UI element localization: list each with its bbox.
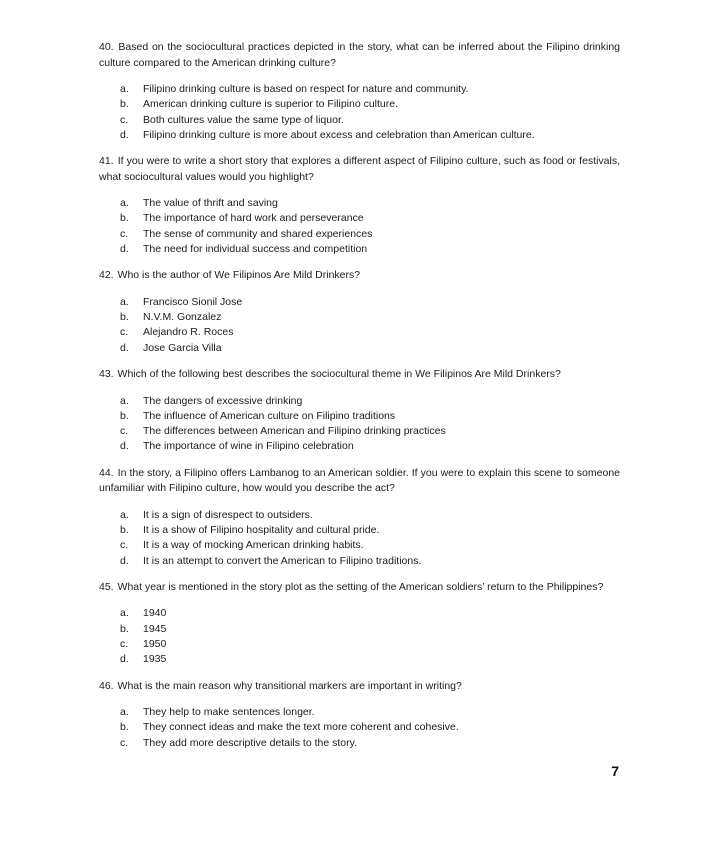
options-list [99,394,620,455]
option-letter: a. [120,706,129,719]
option-letter: b. [120,98,129,111]
answer-option [99,554,620,569]
question-body: Which of the following best describes the sociocultural theme in We Filipinos Are Mild Drinkers? [117,368,561,381]
option-letter: a. [120,83,129,95]
question-number: 41. [99,155,114,168]
option-letter: b. [120,212,129,225]
options-list [99,606,620,667]
answer-option [99,310,620,325]
option-text: 1935 [143,653,167,666]
option-text: The importance of wine in Filipino celebration [143,440,354,453]
option-letter: b. [120,622,129,635]
option-text: Filipino drinking culture is more about excess and celebration than American culture. [143,128,535,141]
options-list [99,82,620,143]
option-letter: c. [120,227,129,240]
option-letter: c. [120,638,129,651]
option-text: The dangers of excessive drinking [143,394,303,407]
option-letter: b. [120,721,129,734]
option-text: They help to make sentences longer. [143,706,315,719]
question-body: In the story, a Filipino offers Lambanog to an American soldier. If you were to explain this scene to someone unfamiliar with Filipino culture, how would you describe the act? [99,466,621,495]
answer-option [99,325,620,340]
option-text: It is a way of mocking American drinking habits. [143,539,364,552]
answer-option [99,606,620,621]
answer-option [99,720,620,735]
question-body: What is the main reason why transitional markers are important in writing? [117,679,462,692]
question-body: If you were to write a short story that explores a different aspect of Filipino culture, such as food or festivals, what sociocultural values would you highlight? [99,155,620,183]
page-number: 7 [611,763,619,779]
answer-option [99,736,620,751]
question-body: What year is mentioned in the story plot as the setting of the American soldiers’ return to the Philippines? [117,580,604,593]
answer-option [99,523,620,538]
option-text: It is a show of Filipino hospitality and cultural pride. [143,524,380,537]
question-number: 42. [99,269,114,282]
options-list [99,295,620,356]
option-text: The value of thrift and saving [143,197,278,210]
answer-option [99,295,620,310]
question-text [99,466,620,497]
question-block-44 [99,466,620,569]
answer-option [99,196,620,211]
question-body: Who is the author of We Filipinos Are Mild Drinkers? [117,269,361,282]
option-text: N.V.M. Gonzalez [143,311,222,324]
option-text: 1940 [143,607,167,620]
answer-option [99,705,620,720]
option-letter: d. [120,440,129,453]
answer-option [99,341,620,356]
option-letter: c. [120,736,129,749]
option-text: Jose Garcia Villa [143,341,222,354]
question-block-40 [99,40,620,143]
option-letter: b. [120,311,129,324]
option-letter: d. [120,554,129,567]
option-text: The need for individual success and competition [143,243,368,256]
option-text: The influence of American culture on Filipino traditions [143,409,396,422]
options-list [99,508,620,569]
answer-option [99,242,620,257]
options-list [99,705,620,751]
option-text: Both cultures value the same type of liquor. [143,113,344,126]
option-text: It is an attempt to convert the American to Filipino traditions. [143,554,422,567]
option-letter: c. [120,326,129,339]
options-list [99,196,620,257]
answer-option [99,394,620,409]
option-letter: c. [120,425,129,438]
answer-option [99,128,620,143]
question-block-45 [99,580,620,668]
answer-option [99,97,620,112]
option-text: They add more descriptive details to the story. [143,736,357,749]
option-text: Francisco Sionil Jose [143,295,243,308]
option-letter: b. [120,409,129,422]
question-text [99,367,620,383]
question-number: 46. [99,679,114,692]
option-letter: a. [120,607,129,620]
option-text: They connect ideas and make the text more coherent and cohesive. [143,721,459,734]
option-letter: b. [120,524,129,537]
answer-option [99,508,620,523]
answer-option [99,652,620,667]
option-letter: c. [120,113,129,126]
question-number: 44. [99,466,114,479]
option-text: 1945 [143,622,167,635]
answer-option [99,439,620,454]
option-text: Filipino drinking culture is based on respect for nature and community. [143,83,469,95]
option-letter: d. [120,128,129,141]
option-text: American drinking culture is superior to Filipino culture. [143,98,399,111]
answer-option [99,211,620,226]
answer-option [99,637,620,652]
option-letter: d. [120,341,129,354]
question-text [99,154,620,185]
question-block-41 [99,154,620,257]
question-number: 43. [99,368,114,381]
answer-option [99,113,620,128]
question-block-43 [99,367,620,455]
question-body: Based on the sociocultural practices depicted in the story, what can be inferred about the Filipino drinking culture compared to the American drinking culture? [99,41,620,69]
option-letter: d. [120,653,129,666]
option-text: The differences between American and Filipino drinking practices [143,425,446,438]
question-block-46 [99,679,620,751]
option-letter: c. [120,539,129,552]
question-number: 40. [99,41,114,53]
option-letter: a. [120,197,129,210]
answer-option [99,409,620,424]
question-block-42 [99,268,620,356]
option-text: The sense of community and shared experiences [143,227,373,240]
option-text: It is a sign of disrespect to outsiders. [143,508,313,521]
question-text [99,268,620,284]
question-number: 45. [99,580,114,593]
question-text [99,580,620,596]
option-letter: a. [120,508,129,521]
answer-option [99,538,620,553]
option-text: Alejandro R. Roces [143,326,234,339]
answer-option [99,424,620,439]
option-text: 1950 [143,638,167,651]
question-text [99,679,620,695]
option-text: The importance of hard work and perseverance [143,212,364,225]
question-text [99,40,620,71]
option-letter: a. [120,295,129,308]
answer-option [99,622,620,637]
answer-option [99,82,620,97]
option-letter: a. [120,394,129,407]
option-letter: d. [120,243,129,256]
answer-option [99,227,620,242]
